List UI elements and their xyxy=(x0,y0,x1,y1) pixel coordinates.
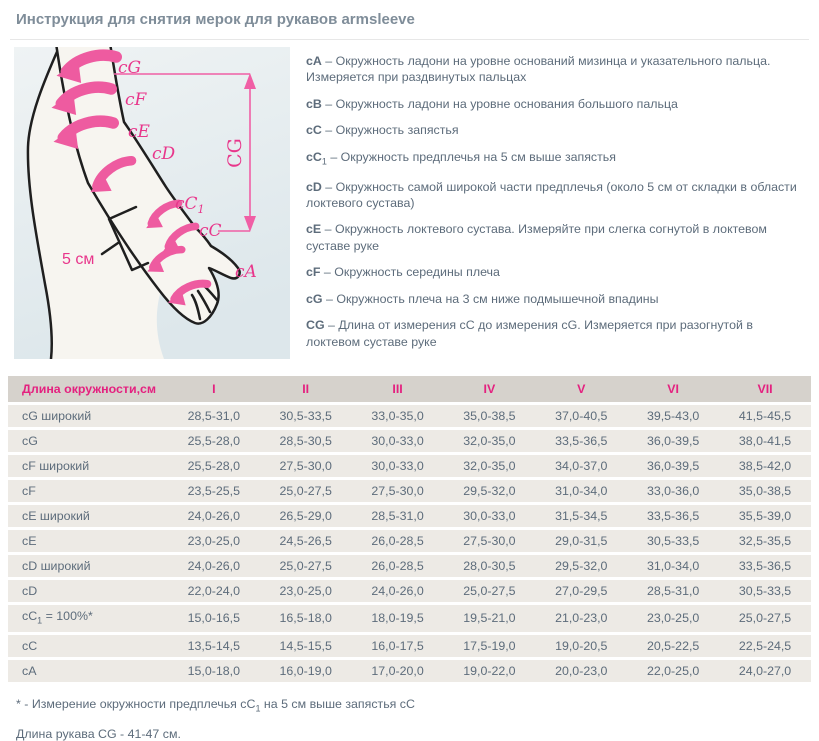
row-label-cell xyxy=(8,555,168,577)
table-row xyxy=(8,580,811,602)
description-text: – Окружность середины плеча xyxy=(323,265,500,280)
label-cG: cG xyxy=(118,58,142,78)
size-range-cell: 35,0-38,5 xyxy=(443,405,535,427)
size-range-cell: 35,0-38,5 xyxy=(719,480,811,502)
description-item xyxy=(306,122,799,138)
size-range-cell: 25,0-27,5 xyxy=(260,555,352,577)
table-row xyxy=(8,430,811,452)
size-column-header: III xyxy=(352,376,444,402)
table-row xyxy=(8,660,811,682)
size-range-cell: 28,5-30,5 xyxy=(260,430,352,452)
arm-measurement-illustration xyxy=(14,47,290,359)
size-range-cell: 24,0-26,0 xyxy=(168,505,260,527)
size-range-cell: 38,5-42,0 xyxy=(719,455,811,477)
size-range-cell: 29,5-32,0 xyxy=(535,555,627,577)
description-text: – Окружность запястья xyxy=(325,123,459,138)
size-range-cell: 25,0-27,5 xyxy=(443,580,535,602)
size-range-cell: 25,0-27,5 xyxy=(719,605,811,631)
measure-code: cE xyxy=(306,222,322,237)
size-range-cell: 37,0-40,5 xyxy=(535,405,627,427)
instruction-content xyxy=(0,40,819,360)
size-range-cell: 24,0-27,0 xyxy=(719,660,811,682)
page-title: Инструкция для снятия мерок для рукавов armsleeve xyxy=(16,11,415,28)
table-row xyxy=(8,505,811,527)
measurement-descriptions xyxy=(302,47,805,360)
footnote-asterisk xyxy=(16,697,803,713)
row-label: cF xyxy=(22,484,36,499)
size-range-cell: 23,0-25,0 xyxy=(168,530,260,552)
label-cA: cA xyxy=(235,262,257,282)
label-cC1-base: cC xyxy=(175,194,198,214)
size-range-cell: 30,5-33,5 xyxy=(260,405,352,427)
size-column-header: I xyxy=(168,376,260,402)
footnote-asterisk-sub: 1 xyxy=(255,703,261,714)
size-range-cell: 30,0-33,0 xyxy=(352,430,444,452)
table-row xyxy=(8,405,811,427)
size-range-cell: 25,0-27,5 xyxy=(260,480,352,502)
size-column-header: IV xyxy=(443,376,535,402)
size-range-cell: 26,0-28,5 xyxy=(352,555,444,577)
size-range-cell: 28,0-30,5 xyxy=(443,555,535,577)
size-range-cell: 14,5-15,5 xyxy=(260,635,352,657)
size-range-cell: 20,0-23,0 xyxy=(535,660,627,682)
table-row xyxy=(8,635,811,657)
size-range-cell: 16,0-19,0 xyxy=(260,660,352,682)
size-range-cell: 29,5-32,0 xyxy=(443,480,535,502)
row-label-cell xyxy=(8,505,168,527)
measure-code: cB xyxy=(306,96,322,111)
row-label: cG xyxy=(22,434,38,449)
description-item xyxy=(306,291,799,307)
footnote-asterisk-post: на 5 см выше запястья cC xyxy=(260,696,415,711)
size-range-cell: 17,5-19,0 xyxy=(443,635,535,657)
size-range-cell: 36,0-39,5 xyxy=(627,455,719,477)
size-range-cell: 33,0-35,0 xyxy=(352,405,444,427)
description-item xyxy=(306,264,799,280)
description-text: – Окружность самой широкой части предплечья (около 5 см от складки в области локтевого сустава) xyxy=(306,179,797,210)
description-item xyxy=(306,317,799,349)
label-cF: cF xyxy=(125,90,147,110)
size-range-cell: 25,5-28,0 xyxy=(168,455,260,477)
size-range-cell: 31,0-34,0 xyxy=(627,555,719,577)
description-item xyxy=(306,149,799,168)
table-header-row xyxy=(8,376,811,402)
footnote-asterisk-pre: * - Измерение окружности предплечья cC xyxy=(16,696,256,711)
size-range-cell: 26,0-28,5 xyxy=(352,530,444,552)
size-range-cell: 30,5-33,5 xyxy=(627,530,719,552)
description-text: – Окружность ладони на уровне основания большого пальца xyxy=(325,96,678,111)
size-range-cell: 23,0-25,0 xyxy=(260,580,352,602)
size-range-cell: 31,0-34,0 xyxy=(535,480,627,502)
row-label-cell xyxy=(8,635,168,657)
label-cC1-sub: 1 xyxy=(197,203,205,216)
size-range-cell: 20,5-22,5 xyxy=(627,635,719,657)
size-range-cell: 19,0-22,0 xyxy=(443,660,535,682)
description-item xyxy=(306,53,799,85)
size-column-header: II xyxy=(260,376,352,402)
size-range-cell: 23,0-25,0 xyxy=(627,605,719,631)
size-range-cell: 13,5-14,5 xyxy=(168,635,260,657)
measure-code-subscript: 1 xyxy=(321,156,327,167)
row-label: cA xyxy=(22,663,37,678)
measure-code: cD xyxy=(306,179,322,194)
size-range-cell: 26,5-29,0 xyxy=(260,505,352,527)
size-range-cell: 33,5-36,5 xyxy=(719,555,811,577)
row-label: cE xyxy=(22,534,37,549)
row-label: cE широкий xyxy=(22,509,90,524)
size-range-cell: 36,0-39,5 xyxy=(627,430,719,452)
row-label-cell xyxy=(8,580,168,602)
row-label-cell xyxy=(8,530,168,552)
row-label-cell xyxy=(8,480,168,502)
table-row xyxy=(8,555,811,577)
size-range-cell: 27,5-30,0 xyxy=(260,455,352,477)
cg-dimension-label: CG xyxy=(224,138,246,168)
footnotes xyxy=(0,685,819,741)
size-range-cell: 17,0-20,0 xyxy=(352,660,444,682)
measure-code: cF xyxy=(306,265,321,280)
size-range-cell: 24,5-26,5 xyxy=(260,530,352,552)
size-range-cell: 28,5-31,0 xyxy=(627,580,719,602)
description-text: – Окружность локтевого сустава. Измеряйте при слегка согнутой в локтевом суставе руке xyxy=(306,222,767,253)
footnote-sleeve-length: Длина рукава CG - 41-47 см. xyxy=(16,727,181,741)
size-range-cell: 35,5-39,0 xyxy=(719,505,811,527)
size-range-cell: 33,5-36,5 xyxy=(535,430,627,452)
size-range-cell: 32,5-35,5 xyxy=(719,530,811,552)
size-range-cell: 30,0-33,0 xyxy=(443,505,535,527)
size-range-cell: 38,0-41,5 xyxy=(719,430,811,452)
size-range-cell: 15,0-16,5 xyxy=(168,605,260,631)
description-item xyxy=(306,96,799,112)
size-range-cell: 19,5-21,0 xyxy=(443,605,535,631)
table-header-first-column: Длина окружности,см xyxy=(8,376,168,402)
measure-code: cG xyxy=(306,291,323,306)
size-range-cell: 32,0-35,0 xyxy=(443,455,535,477)
size-range-cell: 30,5-33,5 xyxy=(719,580,811,602)
size-range-cell: 28,5-31,0 xyxy=(168,405,260,427)
size-column-header: VI xyxy=(627,376,719,402)
row-label-cell xyxy=(8,660,168,682)
size-range-cell: 23,5-25,5 xyxy=(168,480,260,502)
size-range-cell: 16,5-18,0 xyxy=(260,605,352,631)
row-label: cF широкий xyxy=(22,459,90,474)
size-range-cell: 33,0-36,0 xyxy=(627,480,719,502)
size-range-cell: 30,0-33,0 xyxy=(352,455,444,477)
row-label: cC xyxy=(22,638,38,653)
row-label: cG широкий xyxy=(22,409,92,424)
description-text: – Окружность предплечья на 5 см выше запястья xyxy=(330,150,616,164)
description-item xyxy=(306,221,799,253)
size-range-cell: 27,5-30,0 xyxy=(352,480,444,502)
label-cD: cD xyxy=(152,144,176,164)
row-label-suffix: = 100%* xyxy=(42,609,93,624)
row-label-subscript: 1 xyxy=(37,615,43,626)
size-table xyxy=(8,373,811,684)
size-range-cell: 15,0-18,0 xyxy=(168,660,260,682)
size-range-cell: 27,5-30,0 xyxy=(443,530,535,552)
size-range-cell: 25,5-28,0 xyxy=(168,430,260,452)
measure-code: CG xyxy=(306,318,325,333)
size-range-cell: 22,0-24,0 xyxy=(168,580,260,602)
size-range-cell: 29,0-31,5 xyxy=(535,530,627,552)
row-label-cell xyxy=(8,455,168,477)
row-label: cC xyxy=(22,609,38,624)
description-text: – Окружность ладони на уровне оснований мизинца и указательного пальца. Измеряется при раздвинутых пальцах xyxy=(306,54,771,85)
row-label-cell xyxy=(8,605,168,631)
row-label: cD xyxy=(22,584,38,599)
size-range-cell: 24,0-26,0 xyxy=(352,580,444,602)
size-column-header: VII xyxy=(719,376,811,402)
size-column-header: V xyxy=(535,376,627,402)
measure-code: cC xyxy=(306,150,322,164)
label-cE: cE xyxy=(128,122,150,142)
size-range-cell: 28,5-31,0 xyxy=(352,505,444,527)
description-text: – Длина от измерения cC до измерения cG. Измеряется при разогнутой в локтевом суставе руке xyxy=(306,318,753,349)
table-row xyxy=(8,530,811,552)
measure-code: cC xyxy=(306,123,322,138)
size-range-cell: 22,5-24,5 xyxy=(719,635,811,657)
description-item xyxy=(306,179,799,211)
size-range-cell: 39,5-43,0 xyxy=(627,405,719,427)
size-range-cell: 21,0-23,0 xyxy=(535,605,627,631)
size-table-body xyxy=(8,405,811,681)
table-row xyxy=(8,455,811,477)
size-range-cell: 24,0-26,0 xyxy=(168,555,260,577)
size-range-cell: 32,0-35,0 xyxy=(443,430,535,452)
size-range-cell: 34,0-37,0 xyxy=(535,455,627,477)
description-text: – Окружность плеча на 3 см ниже подмышечной впадины xyxy=(325,291,659,306)
row-label-cell xyxy=(8,405,168,427)
measure-code: cA xyxy=(306,54,322,68)
label-cC: cC xyxy=(199,221,222,241)
table-row xyxy=(8,480,811,502)
table-row xyxy=(8,605,811,631)
size-range-cell: 22,0-25,0 xyxy=(627,660,719,682)
row-label-cell xyxy=(8,430,168,452)
size-range-cell: 27,0-29,5 xyxy=(535,580,627,602)
size-range-cell: 31,5-34,5 xyxy=(535,505,627,527)
five-cm-label: 5 см xyxy=(62,251,95,268)
row-label: cD широкий xyxy=(22,559,91,574)
size-range-cell: 33,5-36,5 xyxy=(627,505,719,527)
size-range-cell: 41,5-45,5 xyxy=(719,405,811,427)
size-range-cell: 18,0-19,5 xyxy=(352,605,444,631)
size-range-cell: 19,0-20,5 xyxy=(535,635,627,657)
size-range-cell: 16,0-17,5 xyxy=(352,635,444,657)
